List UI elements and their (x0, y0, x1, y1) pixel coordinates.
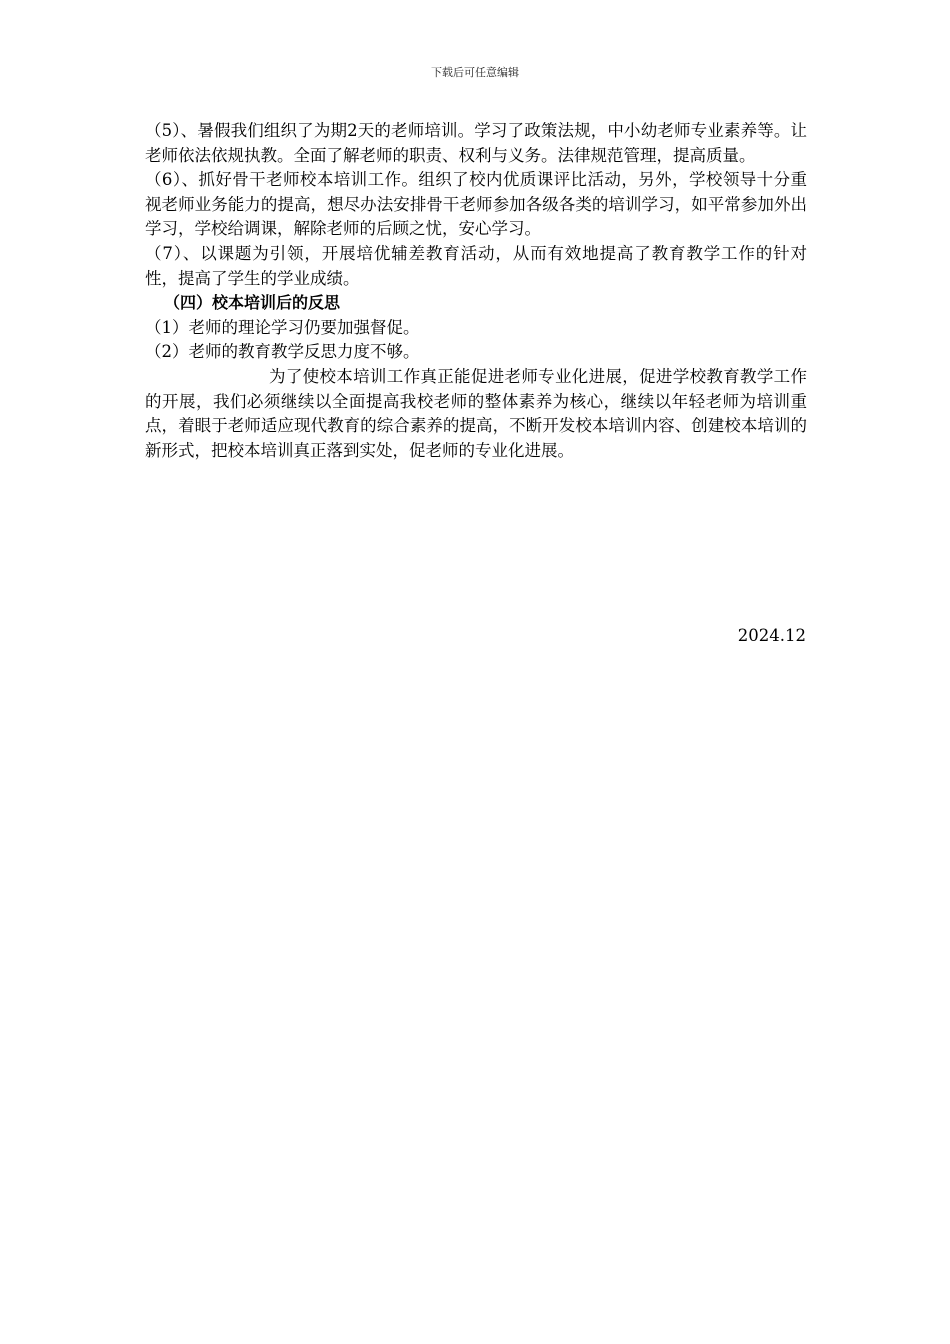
conclusion-paragraph: 为了使校本培训工作真正能促进老师专业化进展，促进学校教育教学工作的开展，我们必须继续以全面提高我校老师的整体素养为核心，继续以年轻老师为培训重点，着眼于老师适应现代教育的综合素养的提高，不断开发校本培训内容、创建校本培训的新形式，把校本培训真正落到实处，促老师的专业化进展。 (145, 366, 807, 460)
paragraph-item-6: （6）、抓好骨干老师校本培训工作。组织了校内优质课评比活动，另外，学校领导十分重视老师业务能力的提高，想尽办法安排骨干老师参加各级各类的培训学习，如平常参加外出学习，学校给调课，解除老师的后顾之忧，安心学习。 (145, 170, 807, 239)
paragraph-item-7: （7）、以课题为引领，开展培优辅差教育活动，从而有效地提高了教育教学工作的针对性，提高了学生的学业成绩。 (145, 243, 807, 288)
page-header: 下载后可任意编辑 (431, 66, 519, 79)
document-body (145, 119, 807, 463)
paragraph-item-5: （5）、暑假我们组织了为期2天的老师培训。学习了政策法规，中小幼老师专业素养等。让老师依法依规执教。全面了解老师的职责、权利与义务。法律规范管理，提高质量。 (145, 121, 807, 165)
document-date: 2024.12 (737, 626, 806, 645)
section-heading: （四）校本培训后的反思 (164, 293, 341, 313)
reflection-item-2: （2）老师的教育教学反思力度不够。 (145, 342, 420, 362)
reflection-item-1: （1）老师的理论学习仍要加强督促。 (145, 317, 420, 337)
